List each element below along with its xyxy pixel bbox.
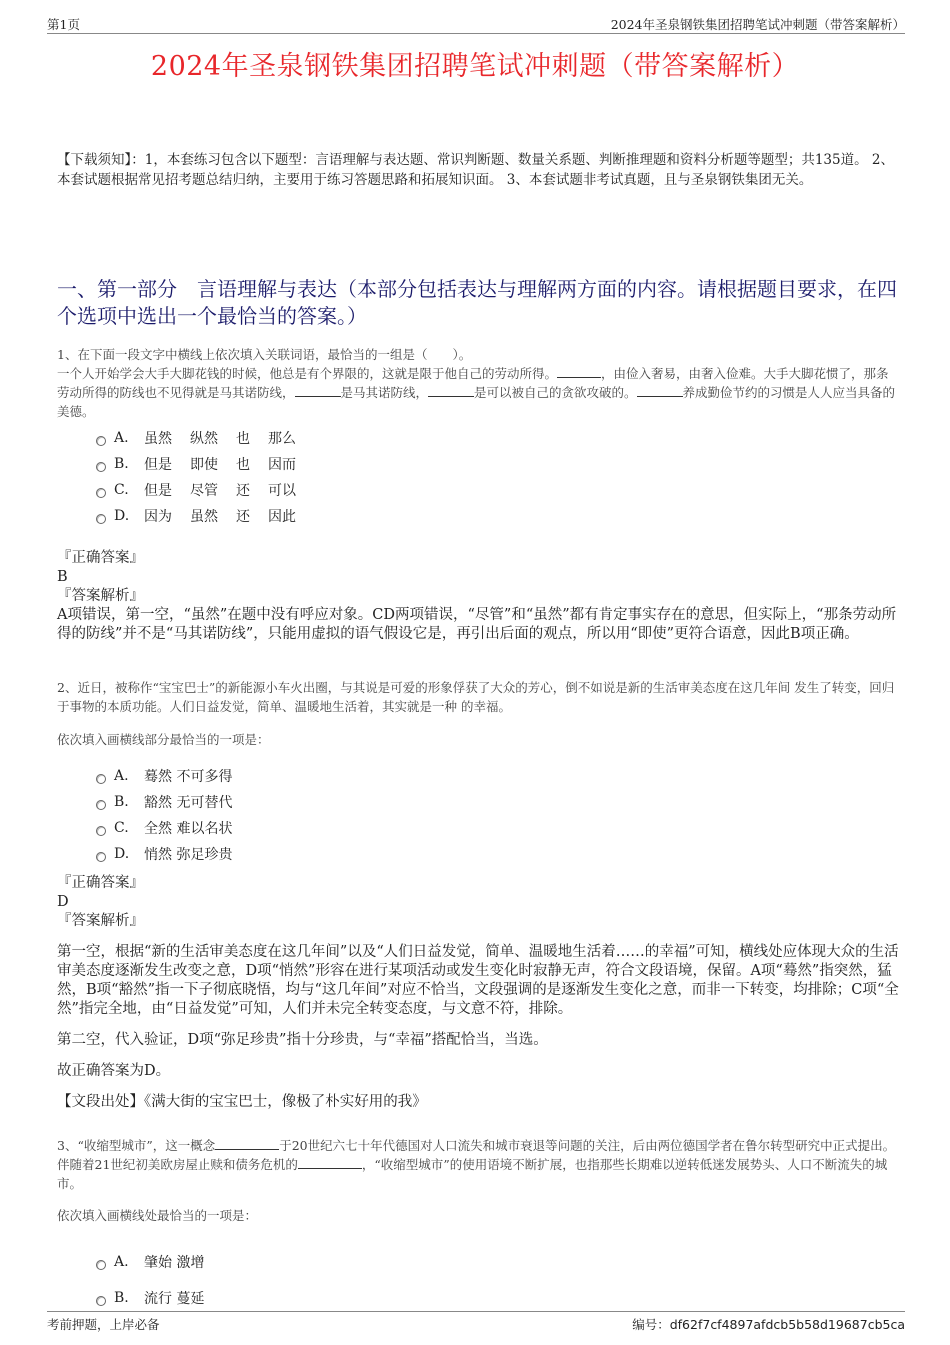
footer-code: 编号：df62f7cf4897afdcb5b58d19687cb5ca xyxy=(632,1317,905,1332)
option-text xyxy=(144,428,314,448)
analysis-label: 『答案解析』 xyxy=(57,913,144,929)
analysis-text-3: 故正确答案为D。 xyxy=(57,1063,171,1079)
option-text xyxy=(144,1288,222,1308)
page-number: 第1页 xyxy=(47,17,80,32)
radio-icon[interactable] xyxy=(96,1296,106,1306)
option-word: 悄然 弥足珍贵 xyxy=(144,847,233,863)
option-text xyxy=(144,792,250,812)
option-letter: B. xyxy=(114,456,129,472)
question-3-options xyxy=(96,1244,222,1316)
option-letter: D. xyxy=(114,508,130,524)
analysis-text-1: 第一空，根据“新的生活审美态度在这几年间”以及“人们日益发觉，简单、温暖地生活着……的幸福”可知，横线处应体现大众的生活审美态度逐渐发生改变之意，D项“悄然”形容在进行某项活动或发生变化时寂静无声，符合文段语境，保留。A项“蓦然”指突然，猛然，B项“豁然”指一下子彻底晓悟，均与“这几年间”对应不恰当，文段强调的是逐渐发生变化之意，而非一下转变，均排除；C项“全然”指完全地，由“日益发觉”可知，人们并未完全转变态度，与文意不符，排除。 xyxy=(57,944,899,1017)
option-word: 虽然 xyxy=(144,431,172,447)
question-3-stem: 3、“收缩型城市”，这一概念 于20世纪六七十年代德国对人口流失和城市衰退等问题的关注，后由两位德国学者在鲁尔转型研究中正式提出。伴随着21世纪初美欧房屋止赎和债务危机的 ，“收缩型城市”的使用语境不断扩展，也指那些长期难以逆转低迷发展势头、人口不断流失的城市。 xyxy=(57,1138,896,1191)
answer-value: B xyxy=(57,569,68,585)
option-word: 即使 xyxy=(190,457,218,473)
option-letter: D. xyxy=(114,846,130,862)
question-2-stem: 2、近日，被称作“宝宝巴士”的新能源小车火出圈，与其说是可爱的形象俘获了大众的芳心，倒不如说是新的生活审美态度在这几年间 发生了转变，回归于事物的本质功能。人们日益发觉，简单、温暖地生活着，其实就是一种 的幸福。 xyxy=(57,680,895,714)
option-word: 肇始 激增 xyxy=(144,1255,205,1271)
option-word: 还 xyxy=(236,483,250,499)
option-letter: A. xyxy=(114,430,129,446)
option-text xyxy=(144,844,250,864)
option-text xyxy=(144,818,250,838)
option-word: 可以 xyxy=(268,483,296,499)
option-word: 还 xyxy=(236,509,250,525)
option-c[interactable] xyxy=(96,477,314,503)
option-word: 但是 xyxy=(144,457,172,473)
option-word: 因此 xyxy=(268,509,296,525)
question-1-options xyxy=(96,425,314,529)
option-word: 因而 xyxy=(268,457,296,473)
option-c[interactable] xyxy=(96,815,250,841)
option-word: 流行 蔓延 xyxy=(144,1291,205,1307)
option-word: 纵然 xyxy=(190,431,218,447)
option-word: 但是 xyxy=(144,483,172,499)
radio-icon[interactable] xyxy=(96,514,106,524)
option-letter: C. xyxy=(114,820,129,836)
option-word: 那么 xyxy=(268,431,296,447)
answer-value: D xyxy=(57,894,69,910)
source-text: 【文段出处】《满大街的宝宝巴士，像极了朴实好用的我》 xyxy=(57,1094,427,1110)
page-header xyxy=(47,14,905,34)
option-word: 也 xyxy=(236,457,250,473)
option-word: 虽然 xyxy=(190,509,218,525)
option-text xyxy=(144,454,314,474)
radio-icon[interactable] xyxy=(96,462,106,472)
footer-slogan: 考前押题，上岸必备 xyxy=(47,1317,160,1332)
question-2-options xyxy=(96,763,250,867)
option-letter: B. xyxy=(114,1290,129,1306)
option-b[interactable] xyxy=(96,789,250,815)
option-letter: A. xyxy=(114,768,129,784)
section-part: 一、第一部分 xyxy=(57,277,177,301)
question-2 xyxy=(57,678,897,749)
question-2-prompt: 依次填入画横线部分最恰当的一项是： xyxy=(57,732,270,747)
document-title: 2024年圣泉钢铁集团招聘笔试冲刺题（带答案解析） xyxy=(150,51,800,82)
option-a[interactable] xyxy=(96,763,250,789)
option-text xyxy=(144,1252,222,1272)
option-b[interactable] xyxy=(96,451,314,477)
analysis-text: A项错误，第一空，“虽然”在题中没有呼应对象。CD两项错误，“尽管”和“虽然”都有肯定事实存在的意思，但实际上，“那条劳动所得的防线”并不是“马其诺防线”，只能用虚拟的语气假设它是，再引出后面的观点，所以用“即使”更符合语意，因此B项正确。 xyxy=(57,607,897,642)
radio-icon[interactable] xyxy=(96,488,106,498)
option-word: 全然 难以名状 xyxy=(144,821,233,837)
option-d[interactable] xyxy=(96,841,250,867)
option-word: 尽管 xyxy=(190,483,218,499)
answer-label: 『正确答案』 xyxy=(57,550,144,566)
option-word: 豁然 无可替代 xyxy=(144,795,233,811)
option-a[interactable] xyxy=(96,425,314,451)
option-text xyxy=(144,506,314,526)
section-heading xyxy=(57,276,897,330)
analysis-text-2: 第二空，代入验证，D项“弥足珍贵”指十分珍贵，与“幸福”搭配恰当，当选。 xyxy=(57,1032,548,1048)
option-text xyxy=(144,480,314,500)
question-1 xyxy=(57,345,897,421)
question-1-passage: 一个人开始学会大手大脚花钱的时候，他总是有个界限的，这就是限于他自己的劳动所得。 ，由俭入奢易，由奢入俭难。大手大脚花惯了，那条劳动所得的防线也不见得就是马其诺防线， 是马其诺防线， 是可以被自己的贪欲攻破的。 养成勤俭节约的习惯是人人应当具备的美德。 xyxy=(57,366,896,419)
radio-icon[interactable] xyxy=(96,1260,106,1270)
download-notice: 【下载须知】：1，本套练习包含以下题型：言语理解与表达题、常识判断题、数量关系题、判断推理题和资料分析题等题型；共135道。 2、本套试题根据常见招考题总结归纳，主要用于练习答题思路和拓展知识面。 3、本套试题非考试真题，且与圣泉钢铁集团无关。 xyxy=(57,152,894,188)
question-1-answer xyxy=(57,549,899,644)
answer-label: 『正确答案』 xyxy=(57,875,144,891)
radio-icon[interactable] xyxy=(96,800,106,810)
radio-icon[interactable] xyxy=(96,826,106,836)
option-letter: B. xyxy=(114,794,129,810)
header-doc-title: 2024年圣泉钢铁集团招聘笔试冲刺题（带答案解析） xyxy=(610,17,905,32)
question-3-prompt: 依次填入画横线处最恰当的一项是： xyxy=(57,1208,258,1223)
radio-icon[interactable] xyxy=(96,852,106,862)
question-3 xyxy=(57,1136,897,1225)
option-a[interactable] xyxy=(96,1244,222,1280)
option-word: 因为 xyxy=(144,509,172,525)
option-d[interactable] xyxy=(96,503,314,529)
radio-icon[interactable] xyxy=(96,436,106,446)
analysis-label: 『答案解析』 xyxy=(57,588,144,604)
option-text xyxy=(144,766,250,786)
question-2-answer xyxy=(57,874,899,1112)
option-word: 也 xyxy=(236,431,250,447)
option-letter: A. xyxy=(114,1254,129,1270)
option-letter: C. xyxy=(114,482,129,498)
section-title: 言语理解与表达（本部分包括表达与理解两方面的内容。请根据题目要求，在四个选项中选出一个最恰当的答案。） xyxy=(57,277,897,328)
question-1-stem: 1、在下面一段文字中横线上依次填入关联词语，最恰当的一组是（ ）。 xyxy=(57,347,472,362)
radio-icon[interactable] xyxy=(96,774,106,784)
option-word: 蓦然 不可多得 xyxy=(144,769,233,785)
page-footer xyxy=(47,1311,905,1332)
